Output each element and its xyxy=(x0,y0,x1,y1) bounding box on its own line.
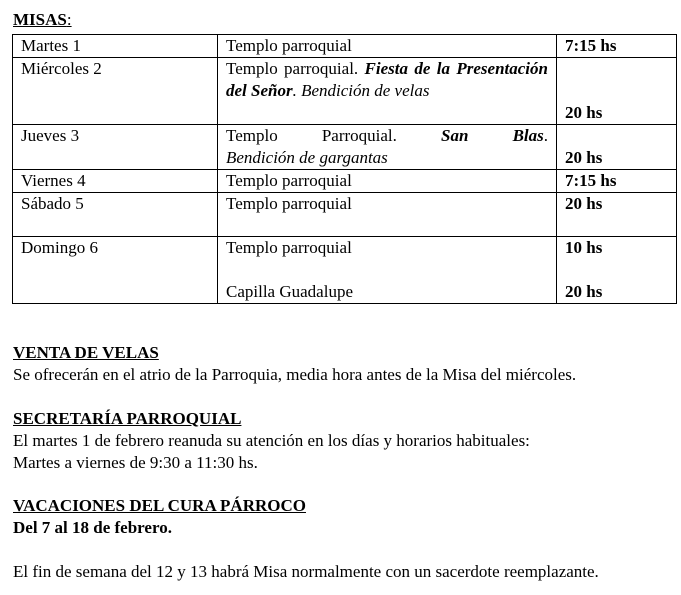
vacaciones-heading: VACACIONES DEL CURA PÁRROCO xyxy=(13,496,306,515)
table-row xyxy=(13,170,677,193)
time-cell: 20 hs xyxy=(557,58,677,125)
time-cell: 7:15 hs xyxy=(557,170,677,193)
vacaciones-dates: Del 7 al 18 de febrero. xyxy=(13,518,172,537)
table-row xyxy=(13,58,677,125)
place-cell: Templo Parroquial. San Blas. Bendición de gargantas xyxy=(218,125,557,170)
day-cell: Viernes 4 xyxy=(13,170,218,193)
day-cell: Jueves 3 xyxy=(13,125,218,170)
place-cell: Templo parroquial xyxy=(218,193,557,237)
day-cell: Domingo 6 xyxy=(13,237,218,304)
time-cell: 20 hs xyxy=(557,193,677,237)
table-row xyxy=(13,237,677,304)
place-cell: Templo parroquial Capilla Guadalupe xyxy=(218,237,557,304)
velas-heading: VENTA DE VELAS xyxy=(13,343,159,362)
table-row xyxy=(13,35,677,58)
vacaciones-note: El fin de semana del 12 y 13 habrá Misa normalmente con un sacerdote reemplazante. xyxy=(13,562,599,581)
day-cell: Martes 1 xyxy=(13,35,218,58)
velas-text: Se ofrecerán en el atrio de la Parroquia, media hora antes de la Misa del miércoles. xyxy=(13,365,577,384)
table-row xyxy=(13,125,677,170)
secretaria-line-2: Martes a viernes de 9:30 a 11:30 hs. xyxy=(13,453,258,472)
misas-heading: MISAS: xyxy=(13,10,72,29)
day-cell: Sábado 5 xyxy=(13,193,218,237)
place-cell: Templo parroquial. Fiesta de la Presentación del Señor. Bendición de velas xyxy=(218,58,557,125)
time-cell: 7:15 hs xyxy=(557,35,677,58)
secretaria-heading: SECRETARÍA PARROQUIAL xyxy=(13,409,242,428)
place-cell: Templo parroquial xyxy=(218,170,557,193)
place-cell: Templo parroquial xyxy=(218,35,557,58)
time-cell: 20 hs xyxy=(557,125,677,170)
time-cell: 10 hs 20 hs xyxy=(557,237,677,304)
mass-schedule-table xyxy=(12,34,677,304)
secretaria-line-1: El martes 1 de febrero reanuda su atención en los días y horarios habituales: xyxy=(13,431,530,450)
table-row xyxy=(13,193,677,237)
day-cell: Miércoles 2 xyxy=(13,58,218,125)
